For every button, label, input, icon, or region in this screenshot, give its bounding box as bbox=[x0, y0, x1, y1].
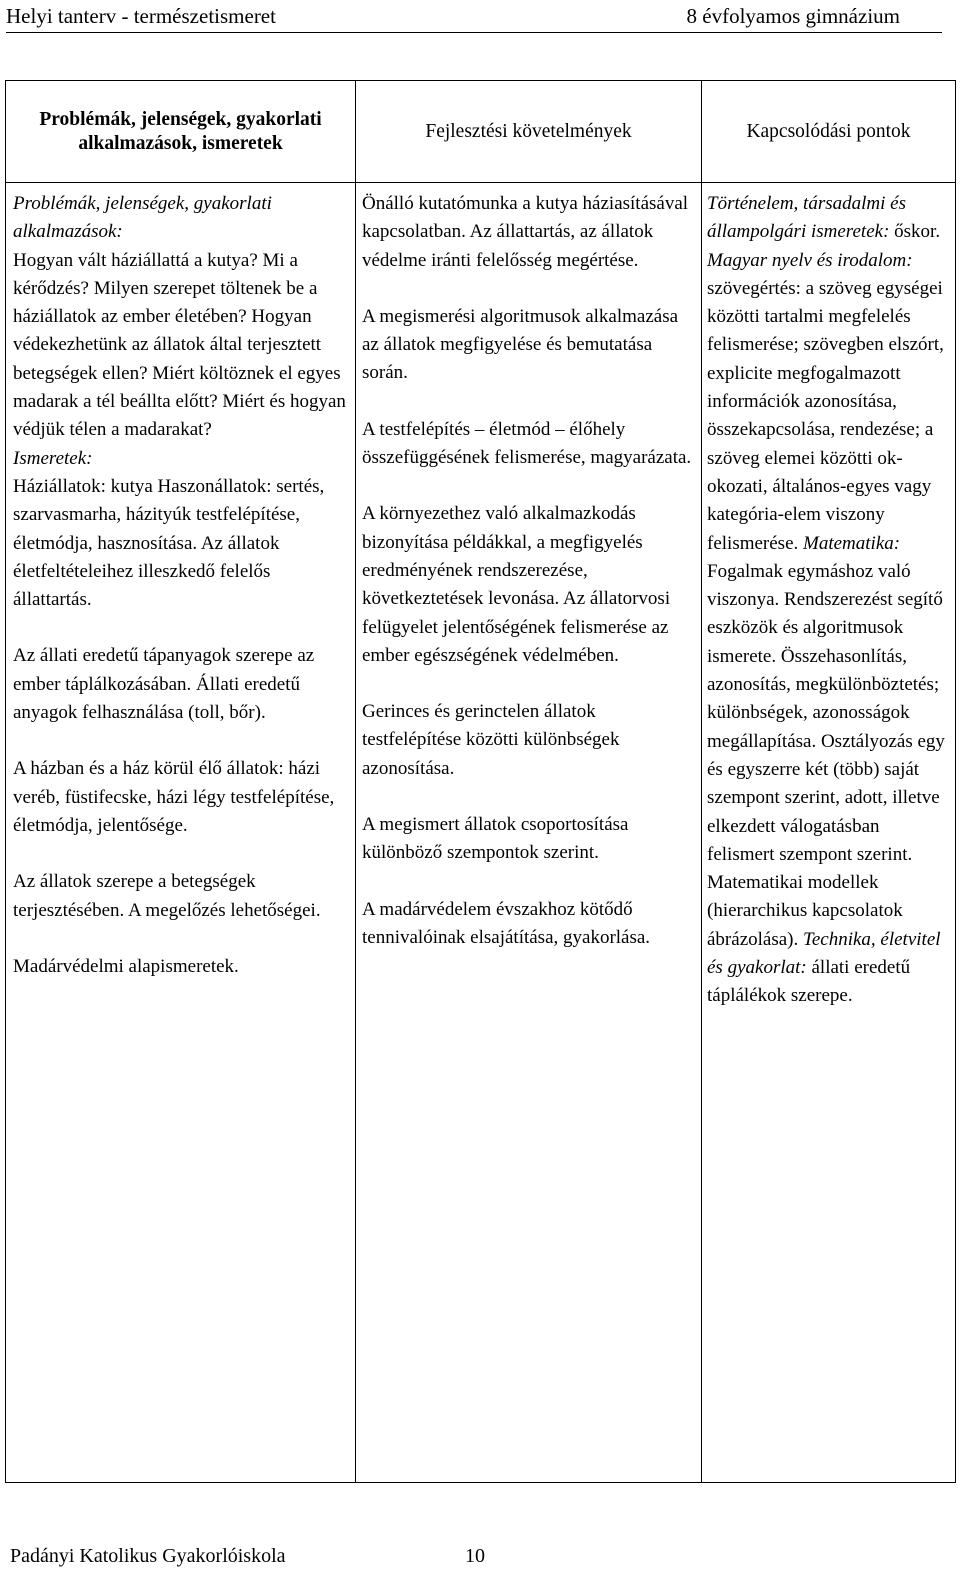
header-cell-problems: Problémák, jelenségek, gyakorlati alkalmazások, ismeretek bbox=[6, 81, 356, 183]
requirement-paragraph: A madárvédelem évszakhoz kötődő tennivalóinak elsajátítása, gyakorlása. bbox=[362, 898, 651, 948]
header-cell-connections: Kapcsolódási pontok bbox=[702, 81, 956, 183]
requirement-paragraph: Gerinces és gerinctelen állatok testfelépítése közötti különbségek azonosítása. bbox=[362, 701, 620, 779]
subject-label-math: Matematika: bbox=[803, 532, 901, 554]
header-cell-requirements: Fejlesztési követelmények bbox=[356, 81, 702, 183]
subject-text-hungarian: szövegértés: a szöveg egységei közötti tartalmi megfelelés felismerése; szövegben elszórt, explicite megfogalmazott információk azonosítása, összekapcsolása, rendezése; a szöveg elemei közötti ok-okozati, általános-egyes vagy kategória-elem viszony felismerése. bbox=[707, 277, 944, 554]
problems-cell bbox=[6, 183, 356, 1483]
requirements-cell bbox=[356, 183, 702, 1483]
problems-text: Hogyan vált háziállattá a kutya? Mi a kérődzés? Milyen szerepet töltenek be a háziállatok az ember életében? Hogyan védekezhetünk az állatok által terjesztett betegségek ellen? Miért költöznek el egyes madarak a tél beállta előtt? Miért és hogyan védjük télen a madarakat? bbox=[13, 249, 346, 441]
requirement-paragraph: A megismerési algoritmusok alkalmazása az állatok megfigyelése és bemutatása során. bbox=[362, 305, 679, 384]
page-header bbox=[0, 0, 960, 30]
table-header-row bbox=[6, 81, 956, 183]
subject-label-technology: Technika, életvitel és gyakorlat: bbox=[707, 928, 941, 979]
knowledge-paragraph: Madárvédelmi alapismeretek. bbox=[13, 955, 239, 977]
subject-label-history: Történelem, társadalmi és állampolgári ismeretek: bbox=[707, 193, 906, 243]
subject-text-technology: állati eredetű táplálékok szerepe. bbox=[707, 957, 911, 1007]
subject-label-hungarian: Magyar nyelv és irodalom: bbox=[707, 249, 913, 271]
knowledge-text: Háziállatok: kutya Haszonállatok: sertés, szarvasmarha, házityúk testfelépítése, életmódja, hasznosítása. Az állatok életfeltételeihez illeszkedő felelős állattartás. bbox=[13, 475, 325, 611]
requirement-paragraph: A megismert állatok csoportosítása különböző szempontok szerint. bbox=[362, 814, 629, 864]
curriculum-table bbox=[5, 80, 956, 1483]
subject-text-history: őskor. bbox=[894, 221, 941, 243]
subject-text-math: Fogalmak egymáshoz való viszonya. Rendszerezést segítő eszközök és algoritmusok ismerete. Összehasonlítás, azonosítás, megkülönböztetés; különbségek, azonosságok megállapítása. Osztályozás egy és egyszerre két (több) saját szempont szerint, adott, illetve elkezdett válogatásban felismert szempont szerint. Matematikai modellek (hierarchikus kapcsolatok ábrázolása). bbox=[707, 560, 945, 950]
footer-school: Padányi Katolikus Gyakorlóiskola bbox=[10, 1545, 286, 1567]
requirement-paragraph: A környezethez való alkalmazkodás bizonyítása példákkal, a megfigyelés eredményének rendszerezése, következtetések levonása. Az állatorvosi felügyelet jelentőségének felismerése az ember egészségének védelmében. bbox=[362, 503, 671, 666]
header-rule bbox=[6, 32, 942, 33]
knowledge-paragraph: Az állati eredetű tápanyagok szerepe az ember táplálkozásában. Állati eredetű anyagok felhasználása (toll, bőr). bbox=[13, 645, 315, 724]
requirement-paragraph: Önálló kutatómunka a kutya háziasításával kapcsolatban. Az állattartás, az állatok védelme iránti felelősség megértése. bbox=[362, 193, 689, 271]
header-title: Helyi tanterv - természetismeret bbox=[6, 4, 276, 28]
knowledge-label: Ismeretek: bbox=[13, 447, 93, 469]
problems-label: Problémák, jelenségek, gyakorlati alkalmazások: bbox=[13, 193, 272, 243]
requirement-paragraph: A testfelépítés – életmód – élőhely összefüggésének felismerése, magyarázata. bbox=[362, 418, 692, 469]
knowledge-paragraph: Az állatok szerepe a betegségek terjesztésében. A megelőzés lehetőségei. bbox=[13, 871, 321, 921]
connections-cell bbox=[702, 183, 956, 1483]
table-row bbox=[6, 183, 956, 1483]
header-school-type: 8 évfolyamos gimnázium bbox=[686, 4, 900, 28]
page-number: 10 bbox=[465, 1545, 485, 1567]
knowledge-paragraph: A házban és a ház körül élő állatok: házi veréb, füstifecske, házi légy testfelépítése, életmódja, jelentősége. bbox=[13, 758, 335, 836]
